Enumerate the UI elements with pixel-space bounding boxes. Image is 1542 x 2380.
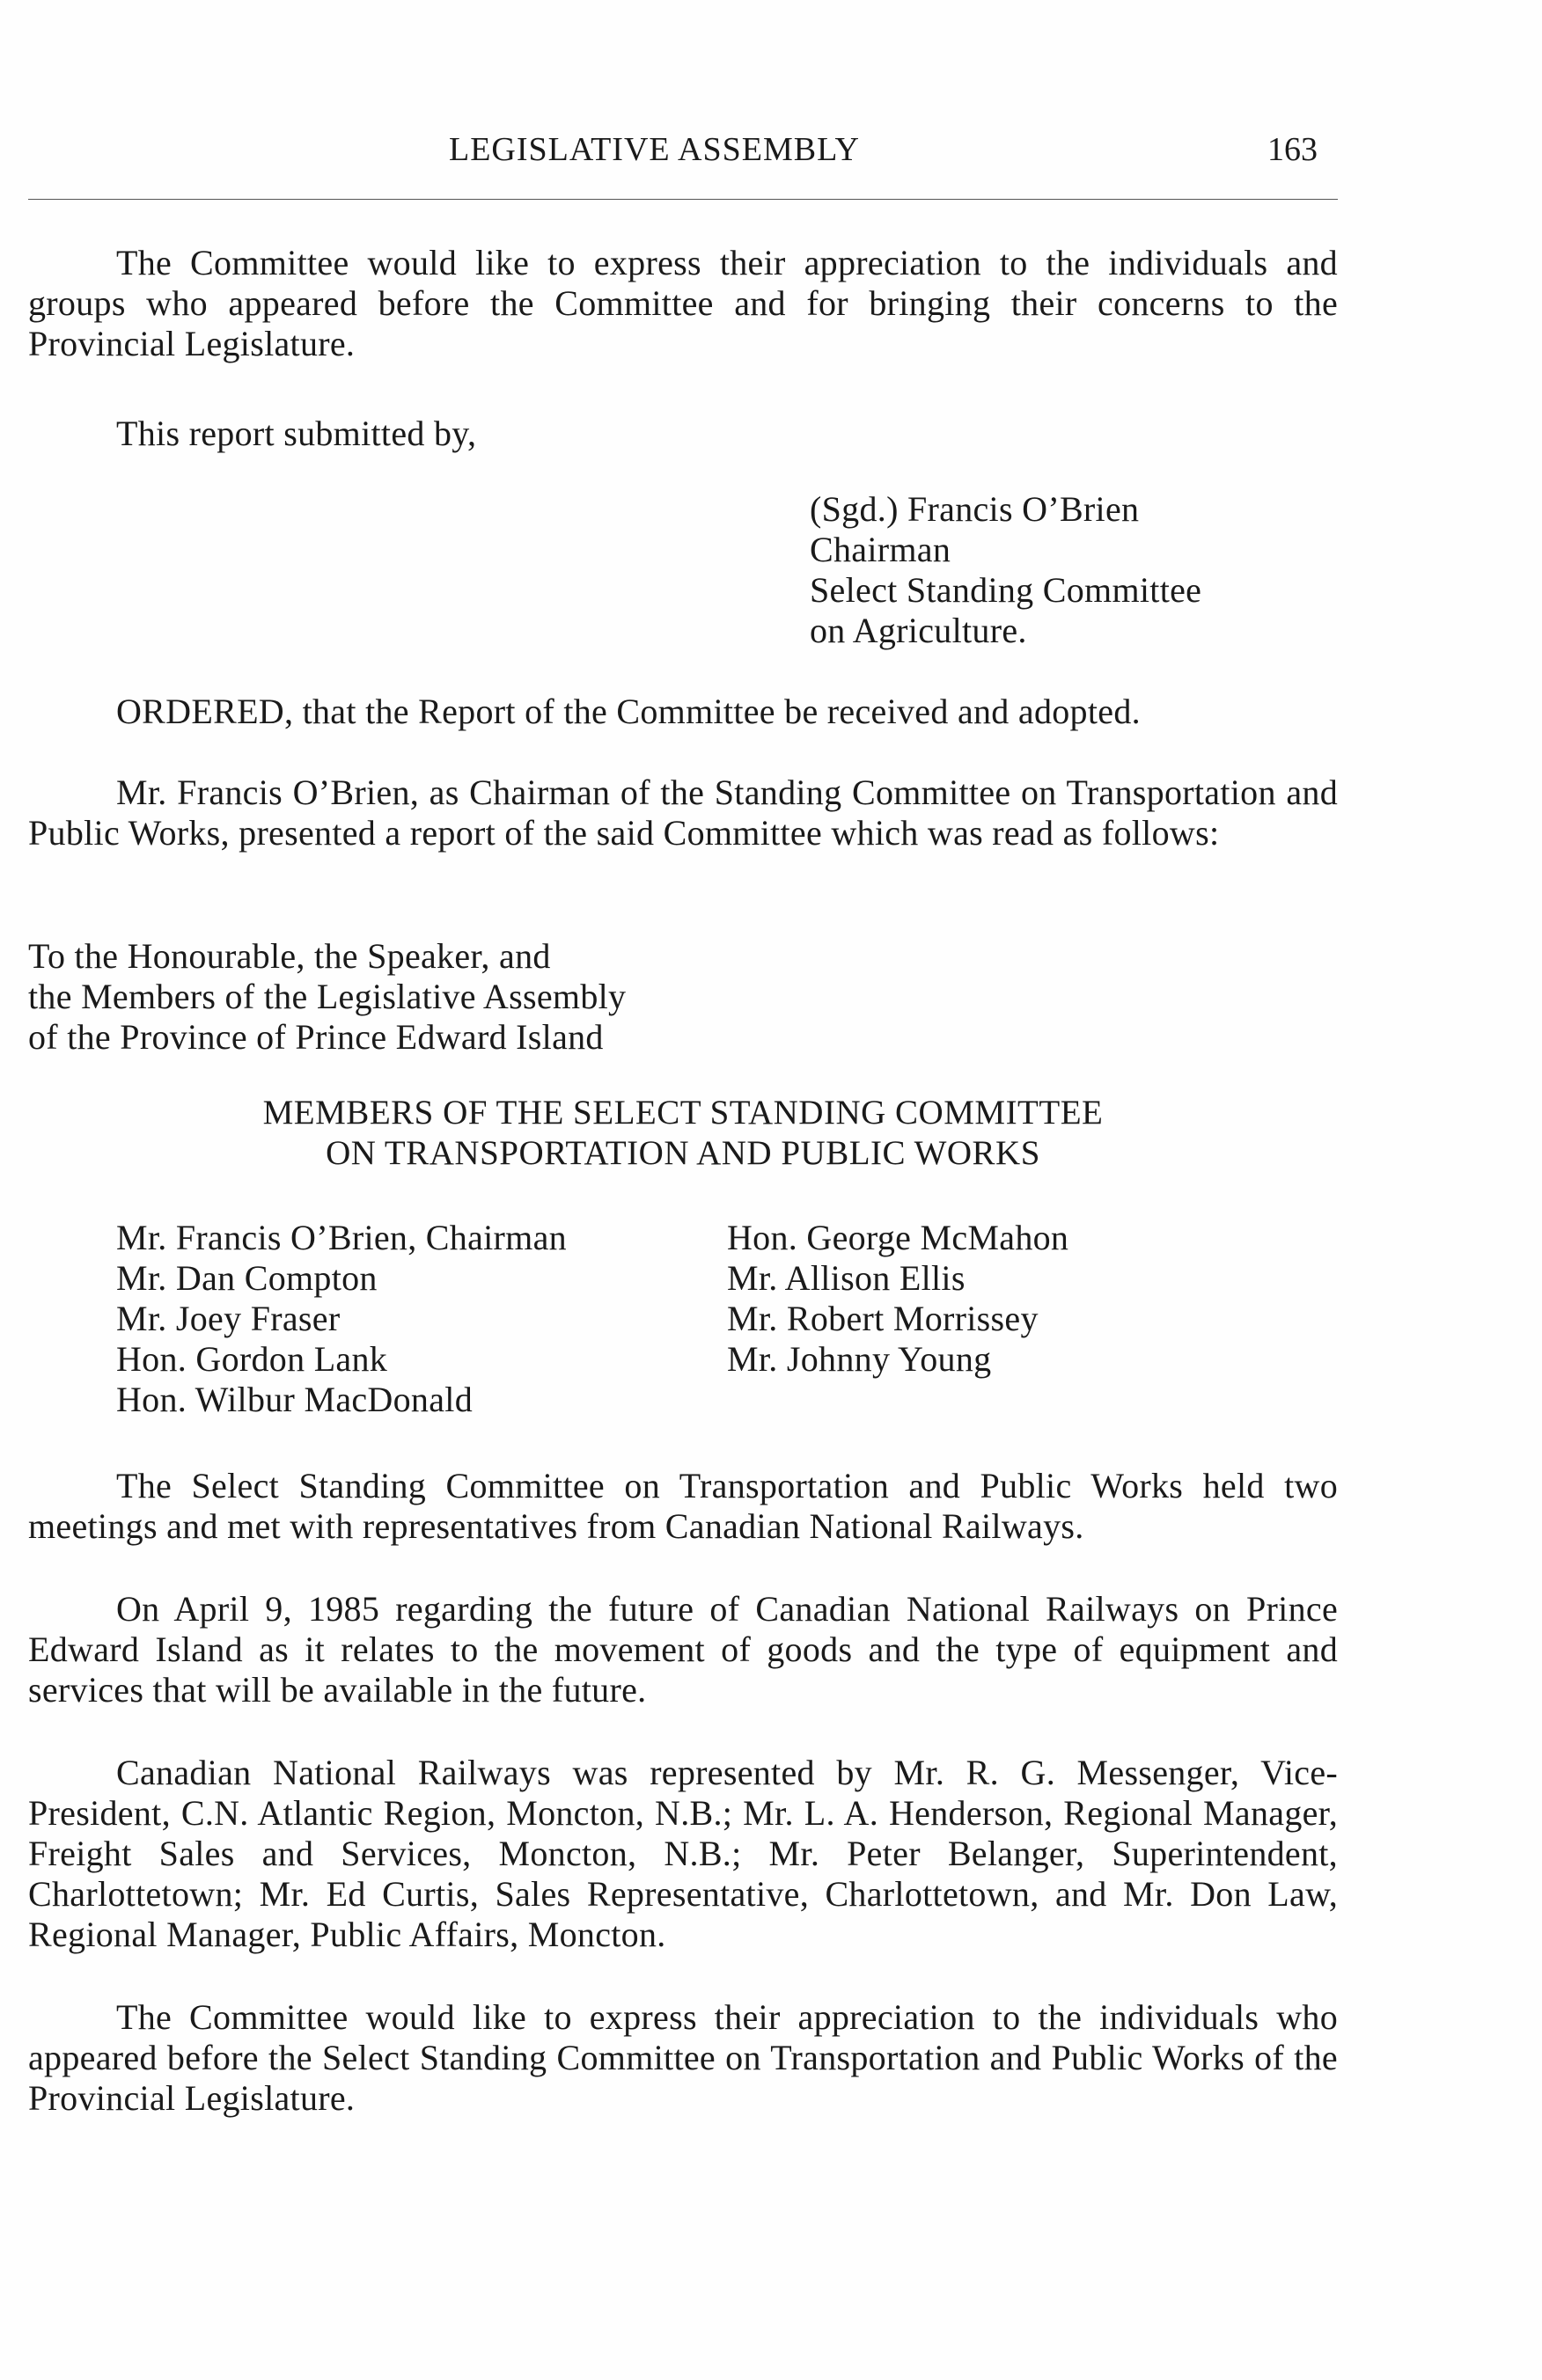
members-list-left <box>116 1218 567 1420</box>
cn-represented-paragraph: Canadian National Railways was represented by Mr. R. G. Messenger, Vice-President, C.N. Atlantic Region, Moncton, N.B.; Mr. L. A. Henderson, Regional Manager, Freight Sales and Services, Moncton, N.B.; Mr. Peter Belanger, Superintendent, Charlottetown; Mr. Ed Curtis, Sales Representative, Charlottetown, and Mr. Don Law, Regional Manager, Public Affairs, Moncton. <box>28 1753 1338 1954</box>
appreciation-paragraph-2: The Committee would like to express their appreciation to the individuals who appeared before the Select Standing Committee on Transportation and Public Works of the Provincial Legislature. <box>28 1997 1338 2118</box>
obrien-presented-paragraph: Mr. Francis O’Brien, as Chairman of the Standing Committee on Transportation and Public Works, presented a report of the said Committee which was read as follows: <box>28 773 1338 853</box>
member-name: Hon. Wilbur MacDonald <box>116 1380 473 1419</box>
signature-title: Chairman <box>810 530 951 569</box>
members-heading-line-2: ON TRANSPORTATION AND PUBLIC WORKS <box>326 1134 1040 1172</box>
signature-name: (Sgd.) Francis O’Brien <box>810 489 1140 529</box>
select-committee-paragraph: The Select Standing Committee on Transportation and Public Works held two meetings and met with representatives from Canadian National Railways. <box>28 1466 1338 1546</box>
address-line-2: the Members of the Legislative Assembly <box>28 977 627 1016</box>
page-number: 163 <box>1267 131 1318 168</box>
address-line-3: of the Province of Prince Edward Island <box>28 1017 604 1057</box>
april-meeting-paragraph: On April 9, 1985 regarding the future of Canadian National Railways on Prince Edward Island as it relates to the movement of goods and the type of equipment and services that will be available in the future. <box>28 1589 1338 1710</box>
running-header-title: LEGISLATIVE ASSEMBLY <box>449 131 860 168</box>
signature-committee: Select Standing Committee <box>810 570 1202 610</box>
member-name: Mr. Johnny Young <box>727 1339 992 1379</box>
address-block <box>28 936 626 1058</box>
member-name: Mr. Allison Ellis <box>727 1258 966 1298</box>
member-name: Mr. Robert Morrissey <box>727 1299 1039 1338</box>
signature-block <box>810 489 1201 651</box>
signature-committee-subject: on Agriculture. <box>810 611 1027 650</box>
address-line-1: To the Honourable, the Speaker, and <box>28 936 551 976</box>
header-rule <box>28 199 1338 200</box>
submitted-by-line: This report submitted by, <box>116 414 477 453</box>
member-name: Hon. Gordon Lank <box>116 1339 388 1379</box>
ordered-line: ORDERED, that the Report of the Committee be received and adopted. <box>116 692 1141 731</box>
members-list-right <box>727 1218 1068 1380</box>
members-heading-line-1: MEMBERS OF THE SELECT STANDING COMMITTEE <box>262 1094 1104 1131</box>
appreciation-paragraph-1: The Committee would like to express their appreciation to the individuals and groups who appeared before the Committee and for bringing their concerns to the Provincial Legislature. <box>28 243 1338 363</box>
member-name: Mr. Dan Compton <box>116 1258 378 1298</box>
member-name: Mr. Joey Fraser <box>116 1299 341 1338</box>
member-name: Hon. George McMahon <box>727 1218 1069 1257</box>
member-name: Mr. Francis O’Brien, Chairman <box>116 1218 567 1257</box>
